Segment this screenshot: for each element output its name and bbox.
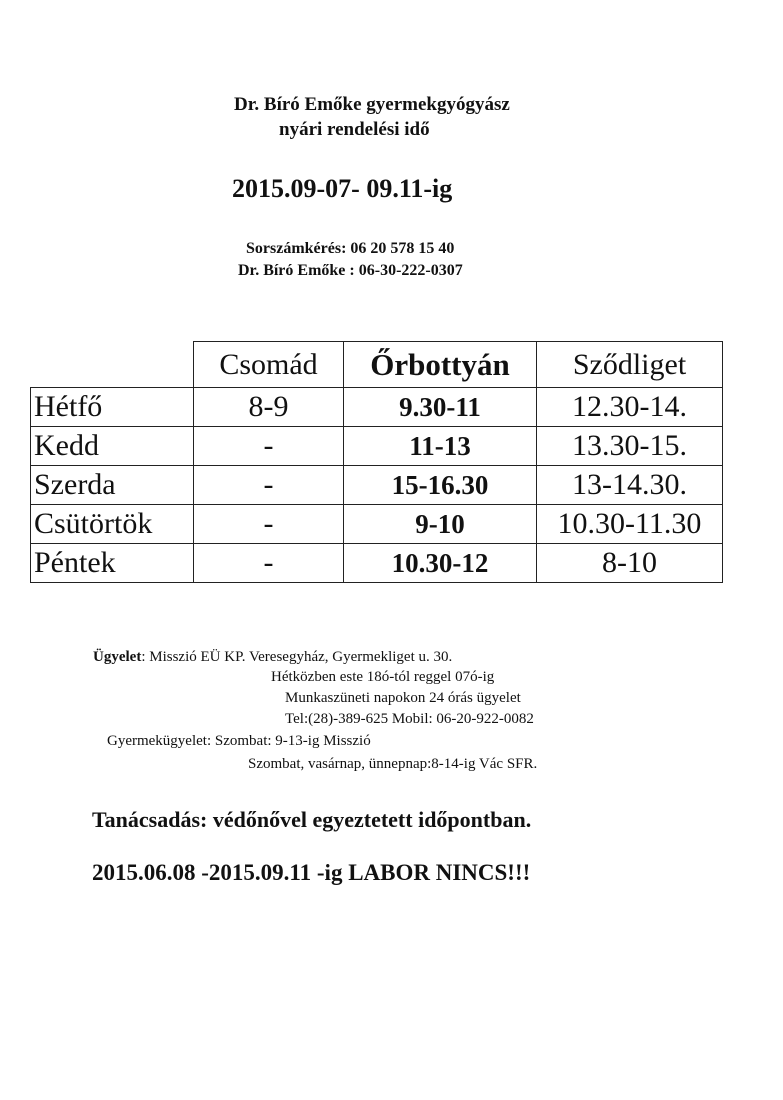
duty-address-text: : Misszió EÜ KP. Veresegyház, Gyermekliget u. 30. xyxy=(141,649,453,665)
orbottyan-hours: 9-10 xyxy=(344,505,537,544)
column-header-szodliget: Sződliget xyxy=(537,342,723,388)
duty-weekday-hours: Hétközben este 18ó-tól reggel 07ó-ig xyxy=(271,669,495,685)
duty-address xyxy=(93,649,452,666)
szodliget-hours: 13-14.30. xyxy=(537,466,723,505)
orbottyan-hours: 11-13 xyxy=(344,427,537,466)
orbottyan-hours: 9.30-11 xyxy=(344,388,537,427)
day-cell: Kedd xyxy=(31,427,194,466)
duty-holiday-hours: Munkaszüneti napokon 24 órás ügyelet xyxy=(285,690,521,706)
csomad-hours: - xyxy=(194,544,344,583)
day-cell: Szerda xyxy=(31,466,194,505)
child-duty-weekend: Szombat, vasárnap, ünnepnap:8-14-ig Vác SFR. xyxy=(248,756,538,772)
table-row xyxy=(31,505,723,544)
column-header-csomad: Csomád xyxy=(194,342,344,388)
csomad-hours: - xyxy=(194,505,344,544)
table-header-empty xyxy=(31,342,194,388)
szodliget-hours: 8-10 xyxy=(537,544,723,583)
orbottyan-hours: 15-16.30 xyxy=(344,466,537,505)
schedule-subtitle: nyári rendelési idő xyxy=(279,119,430,140)
contact-doctor-phone: Dr. Bíró Emőke : 06-30-222-0307 xyxy=(238,262,463,279)
table-row xyxy=(31,388,723,427)
csomad-hours: 8-9 xyxy=(194,388,344,427)
labor-closed-note: 2015.06.08 -2015.09.11 -ig LABOR NINCS!!! xyxy=(92,860,531,885)
schedule-table xyxy=(30,341,723,583)
table-header-row xyxy=(31,342,723,388)
duty-label: Ügyelet xyxy=(93,649,142,665)
counseling-note: Tanácsadás: védőnővel egyeztetett időpontban. xyxy=(92,807,532,832)
orbottyan-hours: 10.30-12 xyxy=(344,544,537,583)
day-cell: Péntek xyxy=(31,544,194,583)
table-row xyxy=(31,544,723,583)
csomad-hours: - xyxy=(194,427,344,466)
table-row xyxy=(31,466,723,505)
day-cell: Hétfő xyxy=(31,388,194,427)
column-header-orbottyan: Őrbottyán xyxy=(344,342,537,388)
doctor-name: Dr. Bíró Emőke gyermekgyógyász xyxy=(234,94,510,115)
child-duty-saturday: Gyermekügyelet: Szombat: 9-13-ig Misszió xyxy=(107,733,371,749)
contact-queue-number: Sorszámkérés: 06 20 578 15 40 xyxy=(246,240,455,257)
table-row xyxy=(31,427,723,466)
szodliget-hours: 13.30-15. xyxy=(537,427,723,466)
date-range: 2015.09-07- 09.11-ig xyxy=(232,174,453,203)
csomad-hours: - xyxy=(194,466,344,505)
duty-phone: Tel:(28)-389-625 Mobil: 06-20-922-0082 xyxy=(285,711,534,727)
szodliget-hours: 10.30-11.30 xyxy=(537,505,723,544)
szodliget-hours: 12.30-14. xyxy=(537,388,723,427)
day-cell: Csütörtök xyxy=(31,505,194,544)
